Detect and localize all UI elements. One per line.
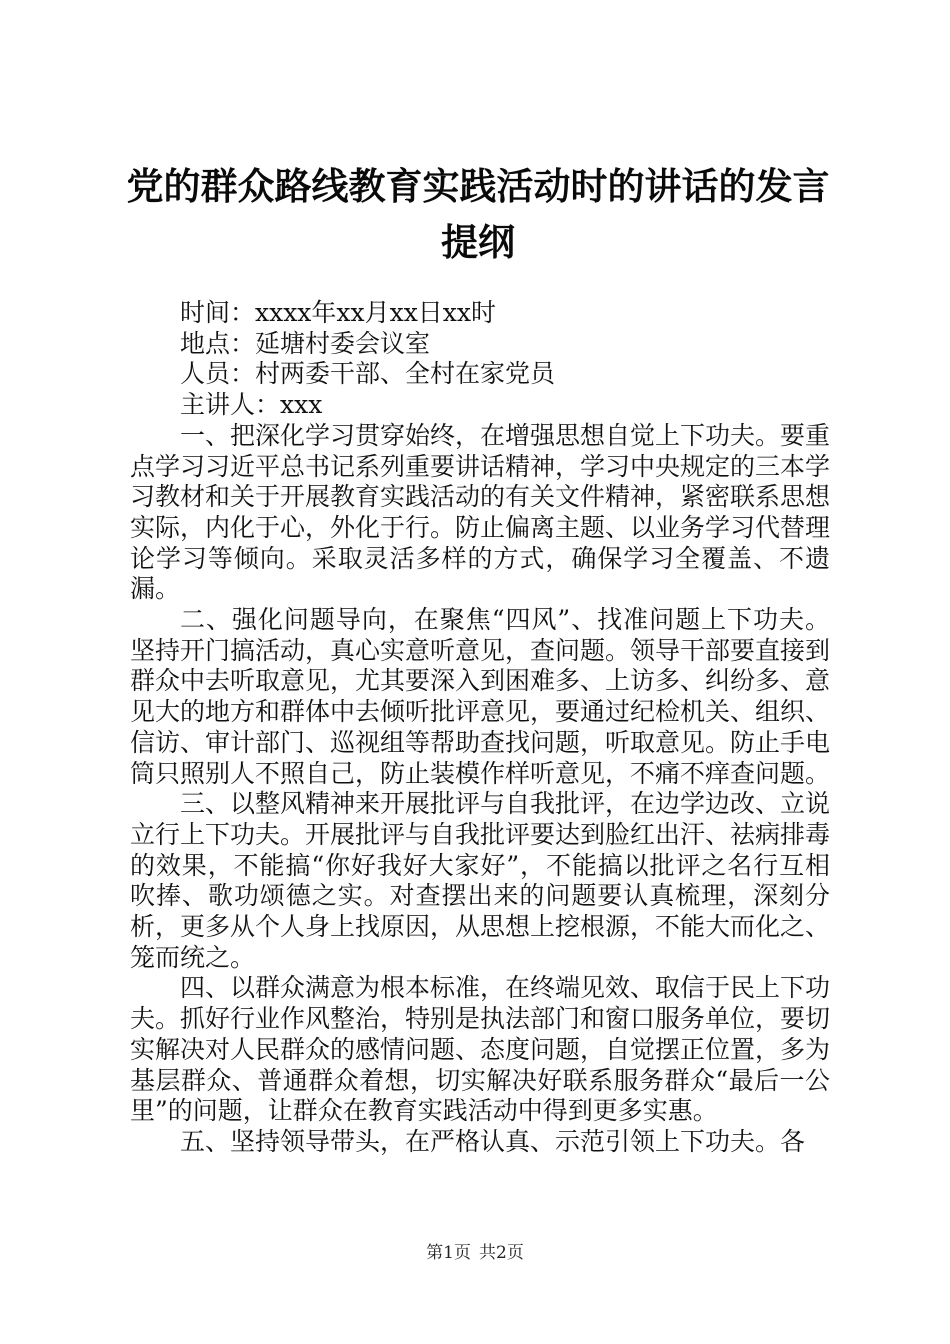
meta-time: 时间：xxxx年xx月xx日xx时 <box>180 298 496 327</box>
paragraph-4: 四、以群众满意为根本标准，在终端见效、取信于民上下功夫。抓好行业作风整治，特别是执法部门和窗口服务单位，要切实解决对人民群众的感情问题、态度问题，自觉摆正位置，多为基层群众、普通群众着想，切实解决好联系服务群众“最后一公里”的问题，让群众在教育实践活动中得到更多实惠。 <box>130 973 831 1126</box>
meta-speaker: 主讲人：xxx <box>180 390 323 420</box>
document-title: 党的群众路线教育实践活动时的讲话的发言提纲 <box>126 164 830 264</box>
paragraph-1: 一、把深化学习贯穿始终，在增强思想自觉上下功夫。要重点学习习近平总书记系列重要讲话精神，学习中央规定的三本学习教材和关于开展教育实践活动的有关文件精神，紧密联系思想实际，内化于心，外化于行。防止偏离主题、以业务学习代替理论学习等倾向。采取灵活多样的方式，确保学习全覆盖、不遗漏。 <box>130 420 831 604</box>
meta-people: 人员：村两委干部、全村在家党员 <box>180 359 556 389</box>
meta-place: 地点：延塘村委会议室 <box>180 328 431 358</box>
page-footer <box>0 1242 950 1264</box>
document-body <box>130 298 830 1158</box>
page-number-total: 共2页 <box>479 1243 524 1263</box>
paragraph-3: 三、以整风精神来开展批评与自我批评，在边学边改、立说立行上下功夫。开展批评与自我批评要达到脸红出汗、祛病排毒的效果，不能搞“你好我好大家好”，不能搞以批评之名行互相吹捧、歌功颂德之实。对查摆出来的问题要认真梳理，深刻分析，更多从个人身上找原因，从思想上挖根源，不能大而化之、笼而统之。 <box>130 789 831 972</box>
paragraph-2: 二、强化问题导向，在聚焦“四风”、找准问题上下功夫。坚持开门搞活动，真心实意听意见，查问题。领导干部要直接到群众中去听取意见，尤其要深入到困难多、上访多、纠纷多、意见大的地方和群体中去倾听批评意见，要通过纪检机关、组织、信访、审计部门、巡视组等帮助查找问题，听取意见。防止手电筒只照别人不照自己，防止装模作样听意见，不痛不痒查问题。 <box>130 605 831 788</box>
paragraph-5: 五、坚持领导带头，在严格认真、示范引领上下功夫。各 <box>180 1126 806 1156</box>
page-number-current: 第1页 <box>426 1243 471 1263</box>
